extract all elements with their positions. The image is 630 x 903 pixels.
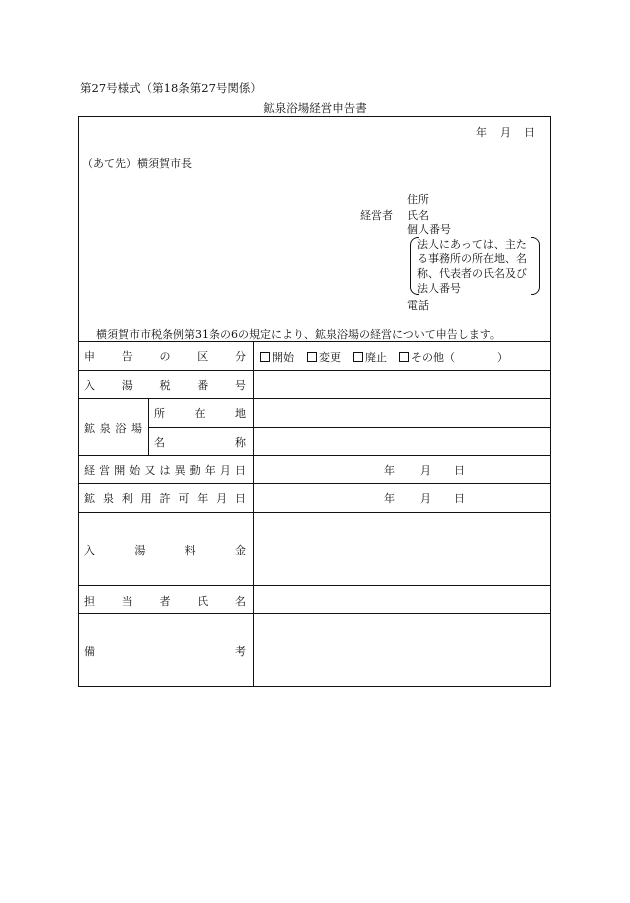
option-other[interactable]: その他（ — [399, 349, 455, 365]
form-number: 第27号様式（第18条第27号関係） — [80, 81, 262, 95]
column-divider — [253, 341, 254, 687]
personal-number-label: 個人番号 — [407, 223, 451, 236]
option-change[interactable]: 変更 — [307, 349, 341, 365]
person-in-charge-label: 担 当 者 氏 名 — [84, 595, 246, 608]
facility-label: 鉱 泉 浴 場 — [84, 422, 142, 435]
row-divider — [78, 613, 551, 614]
checkbox-icon[interactable] — [353, 352, 363, 362]
row-divider — [78, 483, 551, 484]
address-label: 住所 — [407, 193, 429, 206]
bathing-fee-label: 入 湯 料 金 — [84, 544, 246, 557]
row-divider — [78, 512, 551, 513]
addressee: （あて先）横須賀市長 — [82, 157, 192, 170]
permit-day: 日 — [454, 492, 465, 505]
checkbox-icon[interactable] — [260, 352, 270, 362]
document-title: 鉱泉浴場経営申告書 — [263, 101, 367, 115]
date-month-label: 月 — [500, 126, 511, 139]
start-month: 月 — [420, 464, 431, 477]
checkbox-icon[interactable] — [307, 352, 317, 362]
start-day: 日 — [454, 464, 465, 477]
row-divider — [78, 585, 551, 586]
phone-label: 電話 — [407, 299, 429, 312]
name-label: 氏名 — [407, 209, 429, 222]
declarant-label: 経営者 — [360, 209, 393, 222]
option-other-close: ） — [497, 351, 508, 364]
checkbox-icon[interactable] — [399, 352, 409, 362]
declaration-statement: 横須賀市市税条例第31条の6の規定により、鉱泉浴場の経営について申告します。 — [96, 328, 501, 341]
corp-note-line-1: 法人にあっては、主た — [417, 238, 527, 251]
date-day-label: 日 — [524, 126, 535, 139]
sub-column-divider — [148, 398, 149, 455]
permit-date-label: 鉱 泉 利 用 許 可 年 月 日 — [84, 492, 246, 505]
date-year-label: 年 — [476, 126, 487, 139]
corp-note-line-3: 称、代表者の氏名及び — [417, 267, 527, 280]
permit-month: 月 — [420, 492, 431, 505]
option-start[interactable]: 開始 — [260, 349, 294, 365]
corp-note-line-4: 法人番号 — [417, 282, 461, 295]
option-abolish[interactable]: 廃止 — [353, 349, 387, 365]
location-label: 所 在 地 — [154, 407, 246, 420]
table-top-border — [78, 341, 551, 342]
category-label: 申 告 の 区 分 — [84, 350, 246, 363]
row-divider — [148, 427, 551, 428]
start-change-date-label: 経 営 開 始 又 は 異 動 年 月 日 — [84, 464, 246, 477]
permit-year: 年 — [384, 492, 395, 505]
right-bracket — [531, 237, 540, 295]
bathing-tax-number-label: 入 湯 税 番 号 — [84, 379, 246, 392]
facility-name-label: 名 称 — [154, 436, 246, 449]
start-year: 年 — [384, 464, 395, 477]
corp-note-line-2: る事務所の所在地、名 — [417, 252, 527, 265]
remarks-label: 備 考 — [84, 645, 246, 658]
row-divider — [78, 370, 551, 371]
row-divider — [78, 455, 551, 456]
